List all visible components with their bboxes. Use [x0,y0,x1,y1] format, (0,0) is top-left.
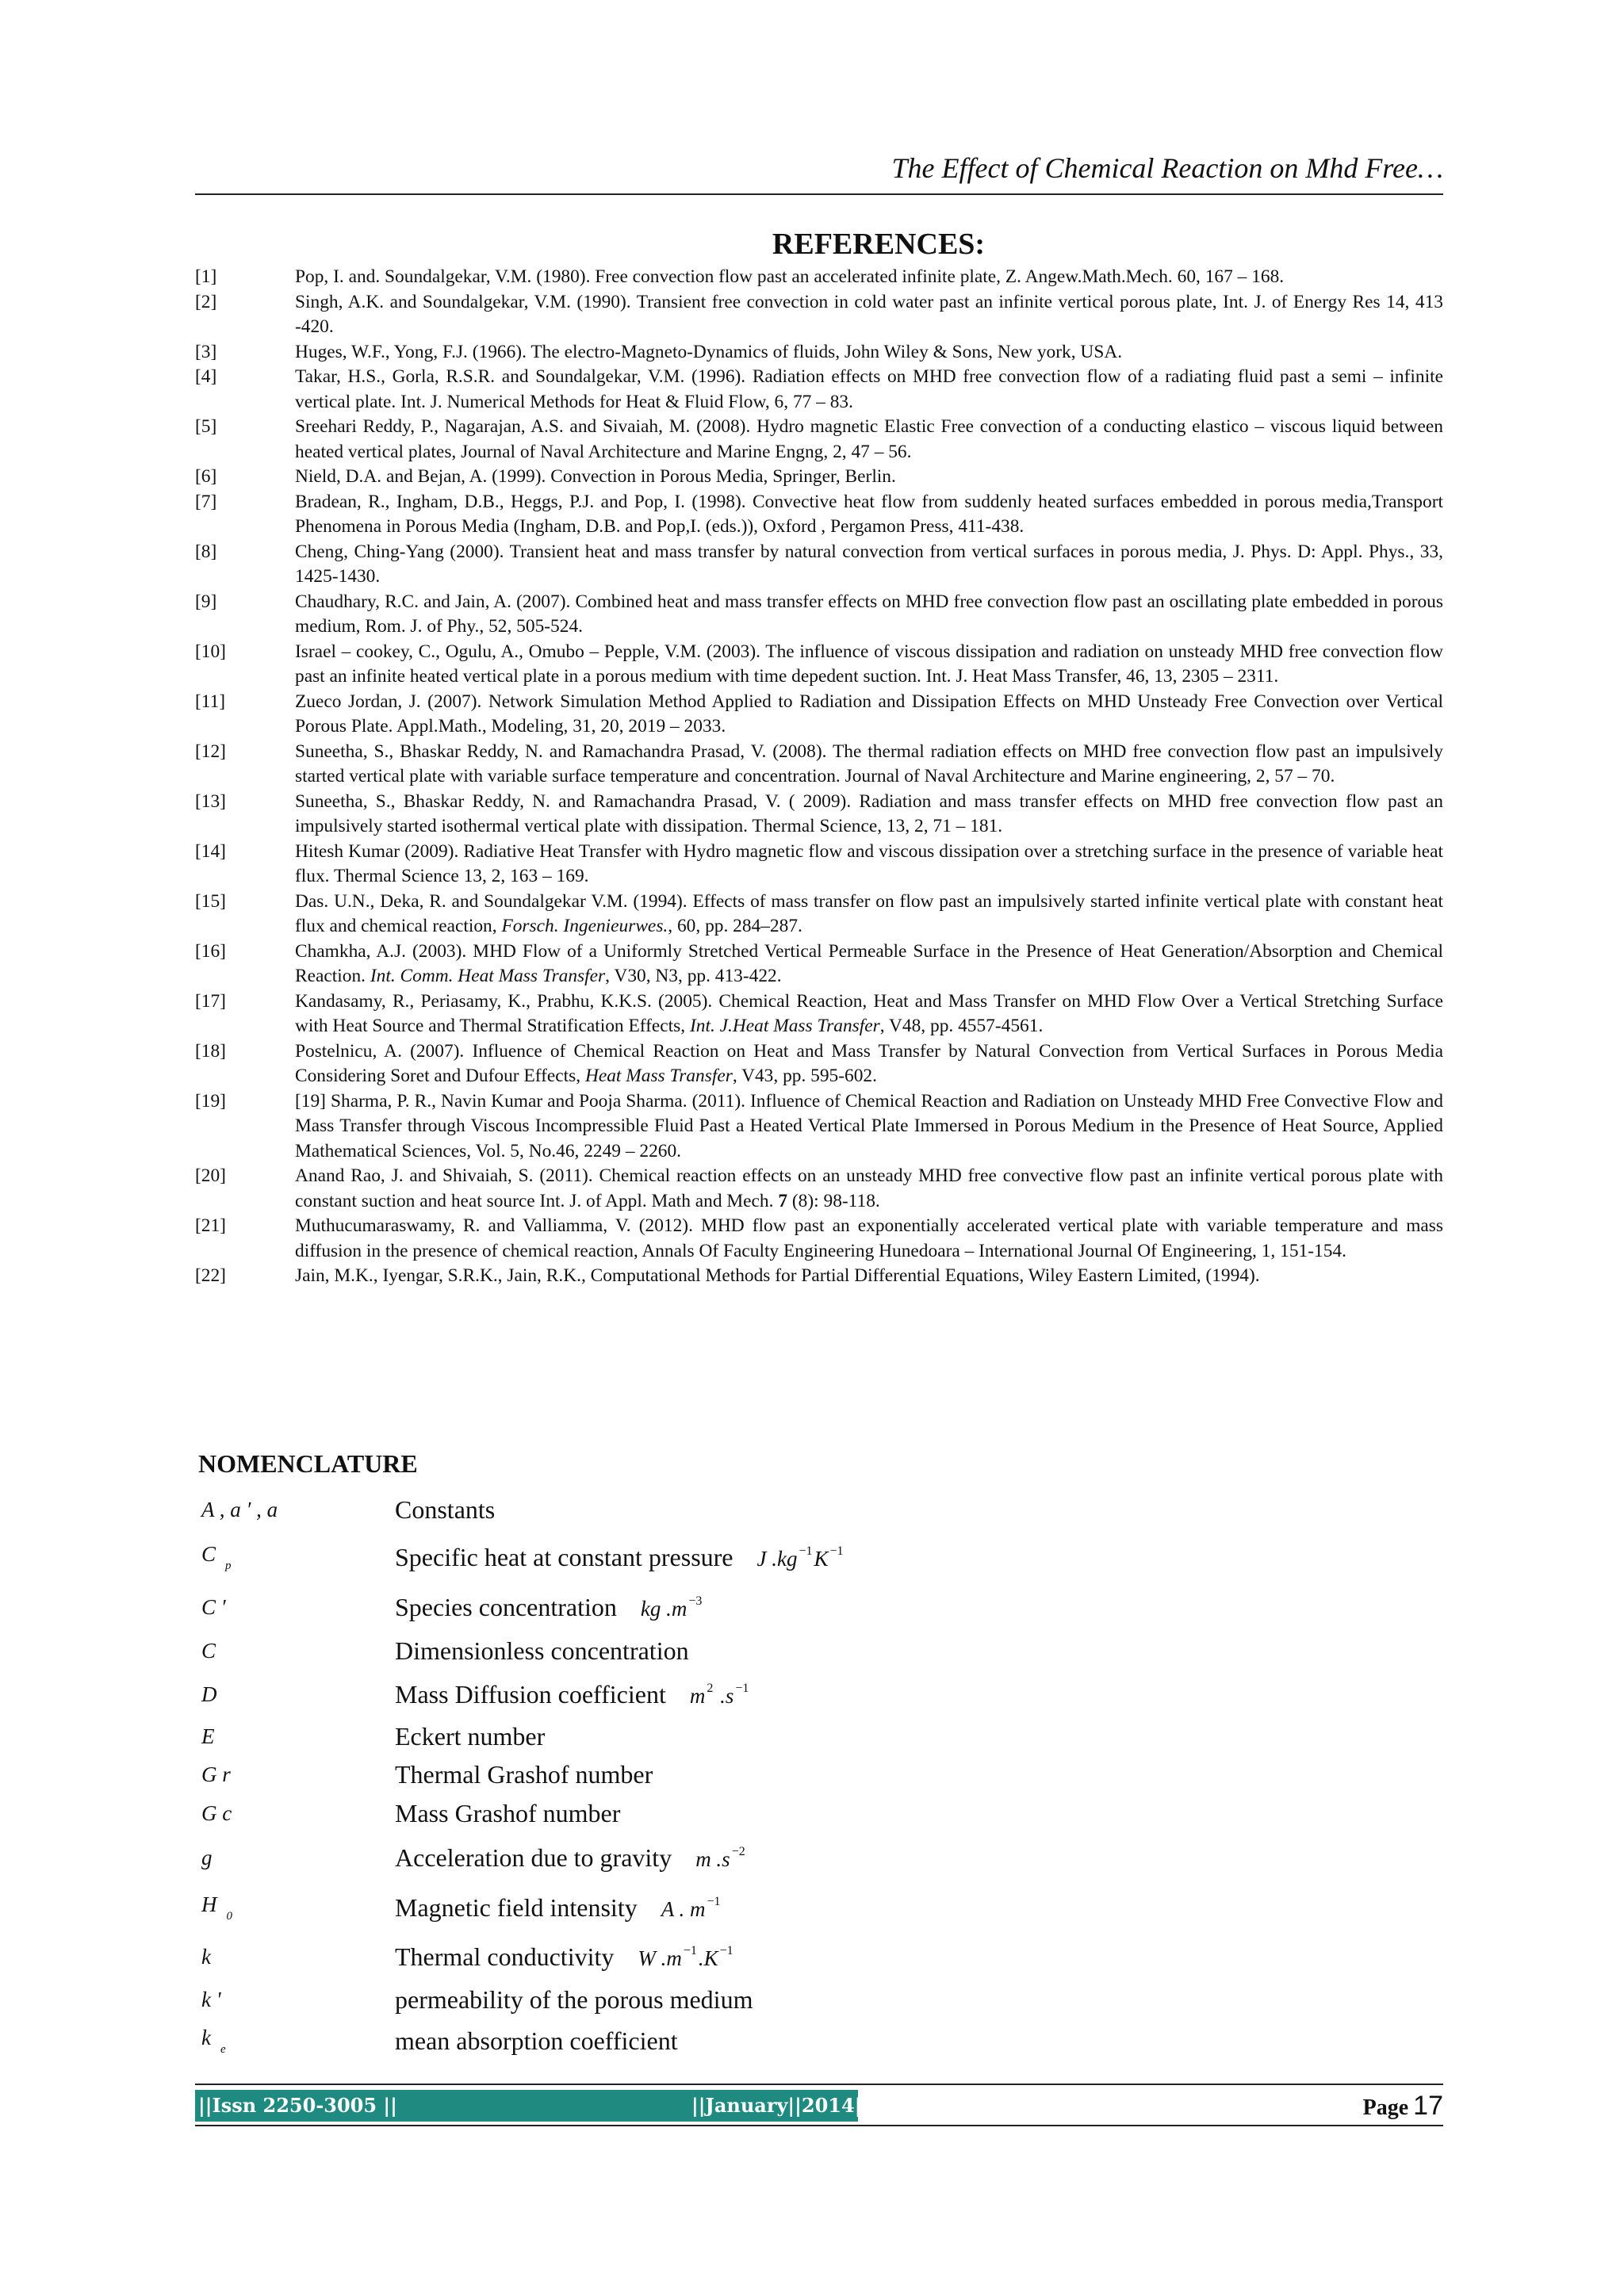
reference-item [195,490,1443,540]
reference-item [195,939,1443,989]
nomenclature-unit: m .s $^{-2}$ [695,1844,745,1871]
nomenclature-symbol: G r [201,1762,231,1786]
footer-page [1363,2091,1443,2122]
nomenclature-item [201,2019,1312,2063]
reference-item [195,989,1443,1039]
reference-item [195,790,1443,840]
nomenclature-symbol: g [201,1845,213,1869]
nomenclature-item [201,1671,1312,1717]
reference-item [195,265,1443,290]
nomenclature-item [201,1755,1312,1793]
reference-number: [13] [195,790,226,812]
reference-item [195,1214,1443,1264]
reference-text: Bradean, R., Ingham, D.B., Heggs, P.J. and Pop, I. (1998). Convective heat flow from suddenly heated surfaces embedded in porous media,Transport Phenomena in Porous Media (Ingham, D.B. and Pop,I. (eds.)), Oxford , Pergamon Press, 411-438. [295,491,1443,537]
reference-number: [9] [195,591,217,612]
nomenclature-description: Dimensionless concentration [395,1636,689,1665]
nomenclature-description: Species concentration kg .m $^{-3}$ [395,1592,703,1621]
reference-item [195,1089,1443,1165]
footer-page-number: 17 [1413,2091,1443,2121]
reference-item [195,840,1443,890]
nomenclature-description: Acceleration due to gravity m .s $^{-2}$ [395,1843,745,1872]
header-rule [195,193,1443,195]
reference-number: [3] [195,341,217,362]
nomenclature-symbol: H $_0$ [201,1892,232,1923]
reference-number: [20] [195,1165,226,1186]
nomenclature-unit: A . m $^{-1}$ [661,1894,721,1921]
references-list [195,265,1443,1289]
nomenclature-symbol: G c [201,1800,232,1825]
nomenclature-item [201,1489,1312,1530]
nomenclature-symbol: E [201,1724,215,1748]
running-title: The Effect of Chemical Reaction on Mhd Free… [891,152,1443,184]
nomenclature-symbol: C $_p$ [201,1541,232,1572]
reference-text: Suneetha, S., Bhaskar Reddy, N. and Ramachandra Prasad, V. ( 2009). Radiation and mass transfer effects on MHD free convection flow past an impulsively started isothermal vertical plate with dissipation. Thermal Science, 13, 2, 71 – 181. [295,790,1443,836]
nomenclature-unit: m $^2$ .s $^{-1}$ [689,1681,749,1708]
nomenclature-item [201,1584,1312,1630]
nomenclature-description: Thermal Grashof number [395,1759,653,1789]
page-footer [195,2090,1443,2122]
nomenclature-description: Thermal conductivity W .m $^{-1}$.K $^{-1}$ [395,1942,733,1971]
footer-page-label: Page [1362,2095,1409,2120]
reference-item [195,1039,1443,1089]
reference-text: [19] Sharma, P. R., Navin Kumar and Pooja Sharma. (2011). Influence of Chemical Reaction and Radiation on Unsteady MHD Free Convective Flow and Mass Transfer through Viscous Incompressible Fluid Past a Heated Vertical Plate Immersed in Porous Medium in the Presence of Heat Source, Applied Mathematical Sciences, Vol. 5, No.46, 2249 – 2260. [295,1090,1443,1161]
reference-text: Muthucumaraswamy, R. and Valliamma, V. (2012). MHD flow past an exponentially accelerated vertical plate with variable temperature and mass diffusion in the presence of chemical reaction, Annals Of Faculty Engineering Hunedoara – International Journal Of Engineering, 1, 151-154. [295,1215,1443,1261]
footer-date: ||January||2014|| [691,2094,869,2117]
reference-text: Pop, I. and. Soundalgekar, V.M. (1980). Free convection flow past an accelerated infinite plate, Z. Angew.Math.Mech. 60, 167 – 168. [295,266,1285,287]
nomenclature-item [201,1630,1312,1671]
nomenclature-description: mean absorption coefficient [395,2026,678,2055]
reference-item [195,290,1443,340]
reference-number: [18] [195,1040,226,1062]
nomenclature-description: permeability of the porous medium [395,1984,753,2014]
reference-number: [21] [195,1215,226,1236]
reference-text: Hitesh Kumar (2009). Radiative Heat Transfer with Hydro magnetic flow and viscous dissipation over a stretching surface in the presence of variable heat flux. Thermal Science 13, 2, 163 – 169. [295,840,1443,886]
reference-item [195,365,1443,415]
nomenclature-description: Eckert number [395,1721,546,1751]
nomenclature-symbol: A , a ′ , a [201,1497,278,1521]
footer-rule-top [195,2084,1443,2085]
reference-item [195,540,1443,590]
reference-number: [16] [195,940,226,962]
reference-text: Zueco Jordan, J. (2007). Network Simulation Method Applied to Radiation and Dissipation Effects on MHD Unsteady Free Convection over Vertical Porous Plate. Appl.Math., Modeling, 31, 20, 2019 – 2033. [295,691,1443,737]
reference-text: Jain, M.K., Iyengar, S.R.K., Jain, R.K., Computational Methods for Partial Differential Equations, Wiley Eastern Limited, (1994). [295,1265,1260,1286]
footer-issn: ||Issn 2250-3005 || [198,2094,397,2117]
nomenclature-description: Specific heat at constant pressure J .kg $^{-1}$K $^{-1}$ [395,1542,844,1571]
reference-number: [15] [195,890,226,912]
nomenclature-unit: W .m $^{-1}$.K $^{-1}$ [638,1943,733,1970]
reference-item [195,690,1443,740]
reference-text: Singh, A.K. and Soundalgekar, V.M. (1990). Transient free convection in cold water past an infinite vertical porous plate, Int. J. of Energy Res 14, 413 -420. [295,291,1443,337]
reference-number: [11] [195,691,226,712]
reference-item [195,740,1443,790]
reference-text: Das. U.N., Deka, R. and Soundalgekar V.M. (1994). Effects of mass transfer on flow past an impulsively started infinite vertical plate with constant heat flux and chemical reaction, Forsch. Ingenieurwes., 60, pp. 284–287. [295,890,1443,936]
reference-text: Chaudhary, R.C. and Jain, A. (2007). Combined heat and mass transfer effects on MHD free convection flow past an oscillating plate embedded in porous medium, Rom. J. of Phy., 52, 505-524. [295,591,1443,637]
nomenclature-title: NOMENCLATURE [198,1449,418,1478]
reference-item [195,1164,1443,1214]
reference-text: Chamkha, A.J. (2003). MHD Flow of a Uniformly Stretched Vertical Permeable Surface in the Presence of Heat Generation/Absorption and Chemical Reaction. Int. Comm. Heat Mass Transfer, V30, N3, pp. 413-422. [295,940,1443,986]
nomenclature-description: Mass Diffusion coefficient m $^2$ .s $^{-1}$ [395,1679,749,1709]
reference-number: [8] [195,541,217,562]
reference-number: [19] [195,1090,226,1112]
nomenclature-item [201,1980,1312,2019]
reference-number: [10] [195,641,226,662]
nomenclature-unit: kg .m $^{-3}$ [640,1594,703,1621]
reference-number: [4] [195,366,217,387]
reference-text: Sreehari Reddy, P., Nagarajan, A.S. and Sivaiah, M. (2008). Hydro magnetic Elastic Free convection of a conducting elastico – viscous liquid between heated vertical plates, Journal of Naval Architecture and Marine Engng, 2, 47 – 56. [295,416,1443,462]
nomenclature-list [201,1489,1312,2063]
nomenclature-symbol: k $_e$ [201,2025,226,2056]
reference-item [195,890,1443,939]
reference-text: Israel – cookey, C., Ogulu, A., Omubo – Pepple, V.M. (2003). The influence of viscous dissipation and radiation on unsteady MHD free convection flow past an infinite heated vertical plate in a porous medium with time depedent suction. Int. J. Heat Mass Transfer, 46, 13, 2305 – 2311. [295,641,1443,687]
nomenclature-symbol: C ′ [201,1594,226,1619]
reference-text: Cheng, Ching-Yang (2000). Transient heat and mass transfer by natural convection from vertical surfaces in porous media, J. Phys. D: Appl. Phys., 33, 1425-1430. [295,541,1443,587]
reference-number: [6] [195,466,217,487]
nomenclature-symbol: k [201,1944,211,1969]
nomenclature-item [201,1717,1312,1755]
reference-number: [14] [195,840,226,862]
reference-item [195,340,1443,365]
references-title: REFERENCES: [772,228,986,261]
reference-item [195,590,1443,640]
nomenclature-item [201,1793,1312,1833]
reference-number: [2] [195,291,217,312]
reference-item [195,465,1443,490]
footer-rule-bottom [195,2125,1443,2126]
nomenclature-item [201,1882,1312,1933]
reference-number: [12] [195,740,226,762]
reference-item [195,415,1443,465]
reference-number: [7] [195,491,217,512]
nomenclature-symbol: k ' [201,1987,221,2011]
reference-text: Kandasamy, R., Periasamy, K., Prabhu, K.K.S. (2005). Chemical Reaction, Heat and Mass Transfer on MHD Flow Over a Vertical Stretching Surface with Heat Source and Thermal Stratification Effects, Int. J.Heat Mass Transfer, V48, pp. 4557-4561. [295,990,1443,1036]
nomenclature-symbol: C [201,1638,216,1663]
reference-item [195,1264,1443,1289]
reference-text: Suneetha, S., Bhaskar Reddy, N. and Ramachandra Prasad, V. (2008). The thermal radiation effects on MHD free convection flow past an impulsively started vertical plate with variable surface temperature and concentration. Journal of Naval Architecture and Marine engineering, 2, 57 – 70. [295,740,1443,786]
nomenclature-item [201,1933,1312,1980]
reference-number: [1] [195,266,217,287]
nomenclature-description: Magnetic field intensity A . m $^{-1}$ [395,1892,721,1922]
reference-number: [17] [195,990,226,1012]
nomenclature-item [201,1833,1312,1882]
reference-number: [5] [195,416,217,437]
nomenclature-unit: J .kg $^{-1}$K $^{-1}$ [756,1544,844,1571]
reference-text: Nield, D.A. and Bejan, A. (1999). Convection in Porous Media, Springer, Berlin. [295,466,896,487]
reference-text: Postelnicu, A. (2007). Influence of Chemical Reaction on Heat and Mass Transfer by Natural Convection from Vertical Surfaces in Porous Media Considering Soret and Dufour Effects, Heat Mass Transfer, V43, pp. 595-602. [295,1040,1443,1086]
reference-text: Huges, W.F., Yong, F.J. (1966). The electro-Magneto-Dynamics of fluids, John Wiley & Sons, New york, USA. [295,341,1123,362]
reference-number: [22] [195,1265,226,1286]
nomenclature-description: Mass Grashof number [395,1798,621,1827]
reference-item [195,640,1443,690]
reference-text: Anand Rao, J. and Shivaiah, S. (2011). Chemical reaction effects on an unsteady MHD free convective flow past an infinite vertical porous plate with constant suction and heat source Int. J. of Appl. Math and Mech. 7 (8): 98-118. [295,1165,1443,1211]
reference-text: Takar, H.S., Gorla, R.S.R. and Soundalgekar, V.M. (1996). Radiation effects on MHD free convection flow of a radiating fluid past a semi – infinite vertical plate. Int. J. Numerical Methods for Heat & Fluid Flow, 6, 77 – 83. [295,366,1443,412]
nomenclature-description: Constants [395,1494,496,1524]
nomenclature-symbol: D [201,1682,217,1706]
nomenclature-item [201,1530,1312,1584]
